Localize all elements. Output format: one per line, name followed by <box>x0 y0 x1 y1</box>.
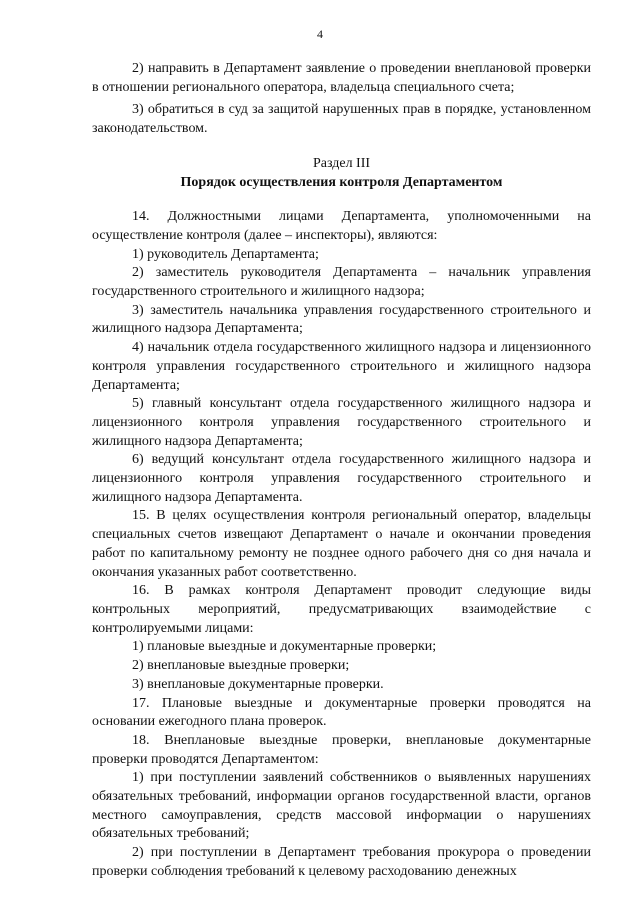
list-item-18-2: 2) при поступлении в Департамент требования прокурора о проведении проверки соблюдения требований к целевому расходованию денежных <box>92 845 591 879</box>
section-label: Раздел III <box>312 155 371 171</box>
section-title: Порядок осуществления контроля Департаментом <box>180 174 503 190</box>
list-item-14-1: 1) руководитель Департамента; <box>132 246 319 262</box>
paragraph-clause-3-court: 3) обратиться в суд за защитой нарушенных прав в порядке, установленном законодательством. <box>92 102 591 137</box>
list-item-14-4: 4) начальник отдела государственного жилищного надзора и лицензионного контроля управления государственного строительного и жилищного надзора Департамента; <box>92 340 591 393</box>
document-body <box>92 60 591 882</box>
paragraph-17-planned-inspections: 17. Плановые выездные и документарные проверки проводятся на основании ежегодного плана проверок. <box>92 695 591 730</box>
paragraph-18-unscheduled-inspections: 18. Внеплановые выездные проверки, внеплановые документарные проверки проводятся Департаментом: <box>92 732 591 767</box>
list-item-16-1: 1) плановые выездные и документарные проверки; <box>132 639 437 655</box>
page-number: 4 <box>317 27 323 41</box>
list-item-16-2: 2) внеплановые выездные проверки; <box>132 658 350 674</box>
list-item-14-5: 5) главный консультант отдела государственного жилищного надзора и лицензионного контроля управления государственного строительного и жилищного надзора Департамента; <box>92 396 591 449</box>
paragraph-14-officials: 14. Должностными лицами Департамента, уполномоченными на осуществление контроля (далее – инспекторы), являются: <box>92 209 591 243</box>
paragraph-16-control-measures: 16. В рамках контроля Департамент проводит следующие виды контрольных мероприятий, предусматривающих взаимодействие с контролируемыми лицами: <box>92 583 591 636</box>
list-item-16-3: 3) внеплановые документарные проверки. <box>132 676 384 692</box>
list-item-18-1: 1) при поступлении заявлений собственников о выявленных нарушениях обязательных требований, информации органов государственной власти, органов местного самоуправления, средств массовой информации о нарушениях обязательных требований; <box>92 770 591 842</box>
list-item-14-6: 6) ведущий консультант отдела государственного жилищного надзора и лицензионного контроля управления государственного строительного и жилищного надзора Департамента. <box>92 452 591 505</box>
paragraph-clause-2-apply: 2) направить в Департамент заявление о проведении внеплановой проверки в отношении регионального оператора, владельца специального счета; <box>92 61 591 95</box>
paragraph-15-notification: 15. В целях осуществления контроля региональный оператор, владельцы специальных счетов извещают Департамент о начале и окончании проведения работ по капитальному ремонту не позднее одного рабочего дня со дня начала и окончания указанных работ соответственно. <box>92 508 591 580</box>
list-item-14-2: 2) заместитель руководителя Департамента – начальник управления государственного строительного и жилищного надзора; <box>92 265 591 300</box>
list-item-14-3: 3) заместитель начальника управления государственного строительного и жилищного надзора Департамента; <box>92 302 591 337</box>
